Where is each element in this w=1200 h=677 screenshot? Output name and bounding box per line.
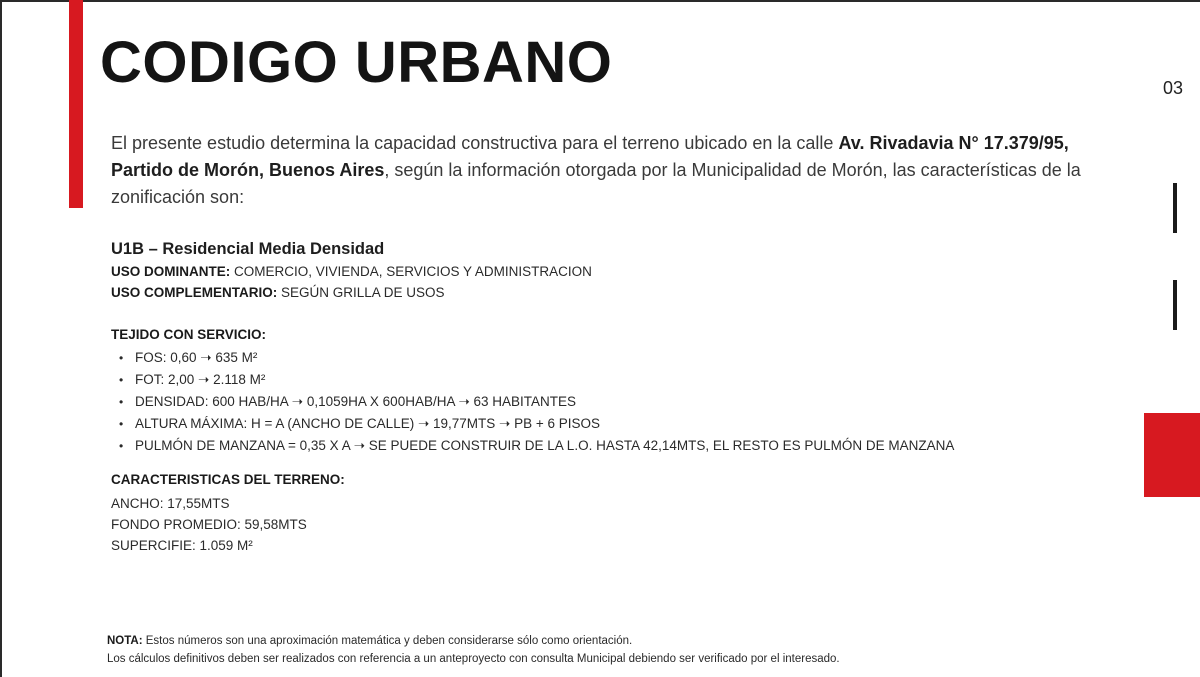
list-item (119, 435, 954, 457)
section-marker-line-2 (1173, 280, 1177, 330)
bullet-icon: • (119, 351, 124, 365)
tejido-item-pulmon: PULMÓN DE MANZANA = 0,35 X A ➝ SE PUEDE CONSTRUIR DE LA L.O. HASTA 42,14MTS, EL RESTO ES PULMÓN DE MANZANA (135, 438, 955, 453)
uso-complementario (111, 285, 445, 300)
tejido-section-title: TEJIDO CON SERVICIO: (111, 327, 267, 342)
terreno-superficie: SUPERCIFIE: 1.059 M² (111, 538, 253, 553)
section-marker-line-1 (1173, 183, 1177, 233)
page-number: 03 (1163, 78, 1184, 98)
zone-title: U1B – Residencial Media Densidad (111, 240, 385, 258)
tejido-item-altura: ALTURA MÁXIMA: H = A (ANCHO DE CALLE) ➝ 19,77MTS ➝ PB + 6 PISOS (135, 416, 601, 431)
terreno-list (111, 493, 307, 556)
terreno-ancho: ANCHO: 17,55MTS (111, 496, 230, 511)
intro-text-before: El presente estudio determina la capacidad constructiva para el terreno ubicado en la calle (111, 133, 839, 153)
page-left-border (0, 0, 2, 677)
bullet-icon: • (119, 439, 124, 453)
footnote-label: NOTA: (107, 635, 143, 647)
tejido-item-densidad: DENSIDAD: 600 HAB/HA ➝ 0,1059HA X 600HAB/HA ➝ 63 HABITANTES (135, 394, 577, 409)
list-item (119, 413, 954, 435)
uso-dominante (111, 264, 592, 279)
page-top-border (0, 0, 1200, 2)
tejido-item-fos: FOS: 0,60 ➝ 635 M² (135, 350, 258, 365)
bullet-icon: • (119, 373, 124, 387)
tejido-item-fot: FOT: 2,00 ➝ 2.118 M² (135, 372, 266, 387)
uso-complementario-label: USO COMPLEMENTARIO: (111, 285, 278, 300)
uso-dominante-label: USO DOMINANTE: (111, 264, 231, 279)
accent-block-right (1144, 413, 1200, 497)
uso-complementario-value: SEGÚN GRILLA DE USOS (277, 285, 445, 300)
intro-paragraph (111, 130, 1111, 211)
terreno-fondo: FONDO PROMEDIO: 59,58MTS (111, 517, 307, 532)
footnote-line-1-text: Estos números son una aproximación matemática y deben considerarse sólo como orientación. (142, 635, 633, 647)
tejido-list (119, 347, 954, 457)
intro-text-after: , según la información otorgada por la Municipalidad de Morón, las características de la zonificación son: (111, 160, 1081, 207)
terreno-section-title: CARACTERISTICAS DEL TERRENO: (111, 472, 345, 487)
bullet-icon: • (119, 395, 124, 409)
intro-address: Av. Rivadavia N° 17.379/95, Partido de Morón, Buenos Aires (111, 133, 1069, 180)
page-title: CODIGO URBANO (100, 30, 613, 95)
footnote (107, 632, 840, 668)
footnote-line-1 (107, 632, 840, 650)
list-item (119, 369, 954, 391)
footnote-line-2: Los cálculos definitivos deben ser realizados con referencia a un anteproyecto con consulta Municipal debiendo ser verificado por el interesado. (107, 653, 840, 665)
uso-dominante-value: COMERCIO, VIVIENDA, SERVICIOS Y ADMINISTRACION (230, 264, 592, 279)
accent-bar-left (69, 0, 83, 208)
list-item (119, 391, 954, 413)
list-item (119, 347, 954, 369)
bullet-icon: • (119, 417, 124, 431)
